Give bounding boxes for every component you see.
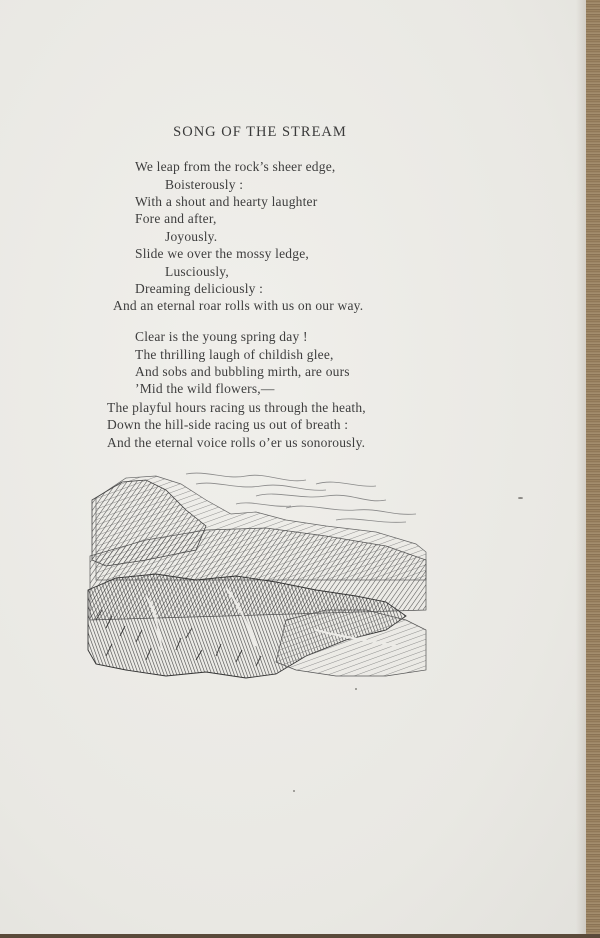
poem-line: Lusciously, xyxy=(165,264,229,279)
poem-title: SONG OF THE STREAM xyxy=(173,124,347,140)
poem-line: And an eternal roar rolls with us on our way. xyxy=(113,298,364,313)
poem-line: Fore and after, xyxy=(135,211,217,226)
poem-line: And sobs and bubbling mirth, are ours xyxy=(135,364,350,379)
poem-line: And the eternal voice rolls o’er us sonorously. xyxy=(107,435,366,450)
poem-line: The playful hours racing us through the heath, xyxy=(107,400,366,415)
poem-line: Dreaming deliciously : xyxy=(135,281,264,296)
page-gutter-shadow xyxy=(576,0,586,934)
poem-line: ’Mid the wild flowers,— xyxy=(135,381,275,396)
book-bottom-edge xyxy=(0,934,600,938)
paper-speck xyxy=(518,497,523,499)
book-binding-edge xyxy=(586,0,600,938)
mountain-stream-engraving xyxy=(86,470,428,682)
poem-line: With a shout and hearty laughter xyxy=(135,194,318,209)
poem-line: Joyously. xyxy=(165,229,218,244)
poem-line: Down the hill-side racing us out of breath : xyxy=(107,417,349,432)
poem-line: Clear is the young spring day ! xyxy=(135,329,308,344)
poem-line: The thrilling laugh of childish glee, xyxy=(135,347,334,362)
paper-speck xyxy=(293,790,295,792)
paper-speck xyxy=(355,688,357,690)
poem-line: Slide we over the mossy ledge, xyxy=(135,246,309,261)
poem-line: Boisterously : xyxy=(165,177,244,192)
poem-line: We leap from the rock’s sheer edge, xyxy=(135,159,336,174)
